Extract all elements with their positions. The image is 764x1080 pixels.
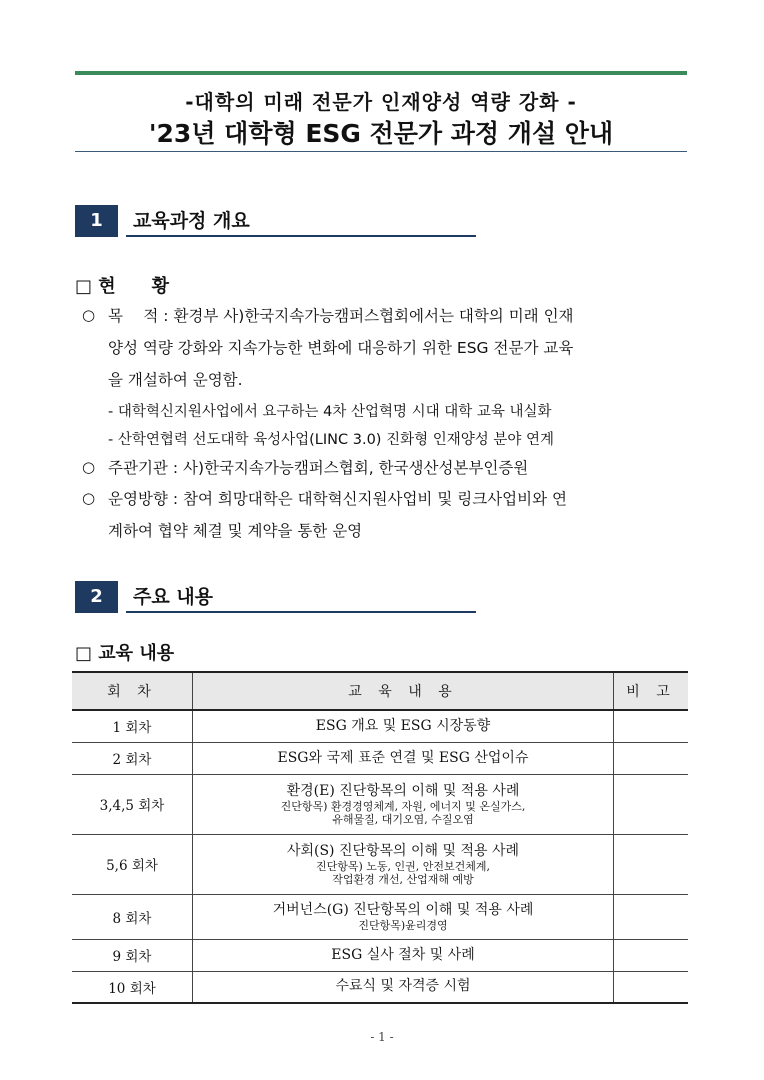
note-cell <box>614 971 689 1003</box>
content-cell <box>193 710 614 742</box>
note-cell <box>614 894 689 939</box>
content-cell <box>193 971 614 1003</box>
content-main: ESG 개요 및 ESG 시장동향 <box>315 717 491 734</box>
content-main: 사회(S) 진단항목의 이해 및 적용 사례 <box>286 842 520 859</box>
education-content-heading <box>75 639 174 665</box>
section-underline <box>126 235 476 237</box>
table-row <box>72 774 688 834</box>
checkbox-square-icon: □ <box>75 643 93 664</box>
column-header-round: 회 차 <box>72 672 193 710</box>
purpose-sub-item: - 대학혁신지원사업에서 요구하는 4차 산업혁명 시대 대학 교육 내실화 <box>108 404 552 420</box>
content-detail: 작업환경 개선, 산업재해 예방 <box>332 872 474 886</box>
document-subtitle: -대학의 미래 전문가 인재양성 역량 강화 - <box>185 90 577 114</box>
purpose-line: 양성 역량 강화와 지속가능한 변화에 대응하기 위한 ESG 전문가 교육 <box>108 339 574 357</box>
round-cell: 3,4,5 회차 <box>72 774 193 834</box>
heading-text: 교육 내용 <box>98 643 175 664</box>
table-header-row <box>72 672 688 710</box>
content-cell <box>193 939 614 971</box>
content-detail: 진단항목)윤리경영 <box>358 918 448 932</box>
page-number: - 1 - <box>370 1030 394 1044</box>
content-main: ESG와 국제 표준 연결 및 ESG 산업이슈 <box>277 749 529 766</box>
content-detail: 진단항목) 노동, 인권, 안전보건체계, <box>315 859 491 873</box>
content-cell <box>193 774 614 834</box>
curriculum-table <box>72 671 688 1004</box>
content-main: 환경(E) 진단항목의 이해 및 적용 사례 <box>286 782 520 799</box>
content-main: 수료식 및 자격증 시험 <box>335 978 471 995</box>
section-number: 1 <box>75 205 118 237</box>
heading-text: 현 황 <box>98 276 170 297</box>
direction-line: 운영방향 : 참여 희망대학은 대학혁신지원사업비 및 링크사업비와 연 <box>108 490 567 508</box>
round-cell: 5,6 회차 <box>72 834 193 894</box>
table-row <box>72 971 688 1003</box>
table-row <box>72 710 688 742</box>
purpose-line: 을 개설하여 운영함. <box>108 371 243 389</box>
round-cell: 10 회차 <box>72 971 193 1003</box>
direction-line: 계하여 협약 체결 및 계약을 통한 운영 <box>108 522 363 540</box>
content-detail: 유해물질, 대기오염, 수질오염 <box>332 812 474 826</box>
content-cell <box>193 894 614 939</box>
column-header-content: 교 육 내 용 <box>193 672 614 710</box>
note-cell <box>614 939 689 971</box>
table-row <box>72 939 688 971</box>
circle-bullet-icon: ○ <box>82 306 96 324</box>
content-cell <box>193 742 614 774</box>
top-rule <box>75 71 687 75</box>
content-main: ESG 실사 절차 및 사례 <box>331 946 475 963</box>
note-cell <box>614 710 689 742</box>
section-underline <box>126 611 476 613</box>
document-title: '23년 대학형 ESG 전문가 과정 개설 안내 <box>148 119 614 148</box>
title-rule <box>75 151 687 152</box>
round-cell: 2 회차 <box>72 742 193 774</box>
circle-bullet-icon: ○ <box>82 458 96 476</box>
table-row <box>72 742 688 774</box>
note-cell <box>614 774 689 834</box>
purpose-sub-item: - 산학연협력 선도대학 육성사업(LINC 3.0) 진화형 인재양성 분야 연계 <box>108 432 554 448</box>
round-cell: 1 회차 <box>72 710 193 742</box>
content-main: 거버넌스(G) 진단항목의 이해 및 적용 사례 <box>272 901 534 918</box>
note-cell <box>614 834 689 894</box>
section-title: 주요 내용 <box>133 586 214 608</box>
section-title: 교육과정 개요 <box>133 210 250 232</box>
circle-bullet-icon: ○ <box>82 489 96 507</box>
round-cell: 9 회차 <box>72 939 193 971</box>
checkbox-square-icon: □ <box>75 276 93 297</box>
table-row <box>72 834 688 894</box>
column-header-note: 비 고 <box>614 672 689 710</box>
purpose-line: 목 적 : 환경부 사)한국지속가능캠퍼스협회에서는 대학의 미래 인재 <box>108 307 574 325</box>
content-cell <box>193 834 614 894</box>
organizer-line: 주관기관 : 사)한국지속가능캠퍼스협회, 한국생산성본부인증원 <box>108 459 529 477</box>
section-number: 2 <box>75 581 118 613</box>
table-row <box>72 894 688 939</box>
content-detail: 진단항목) 환경경영체계, 자원, 에너지 및 온실가스, <box>280 799 526 813</box>
note-cell <box>614 742 689 774</box>
round-cell: 8 회차 <box>72 894 193 939</box>
status-heading <box>75 272 169 298</box>
